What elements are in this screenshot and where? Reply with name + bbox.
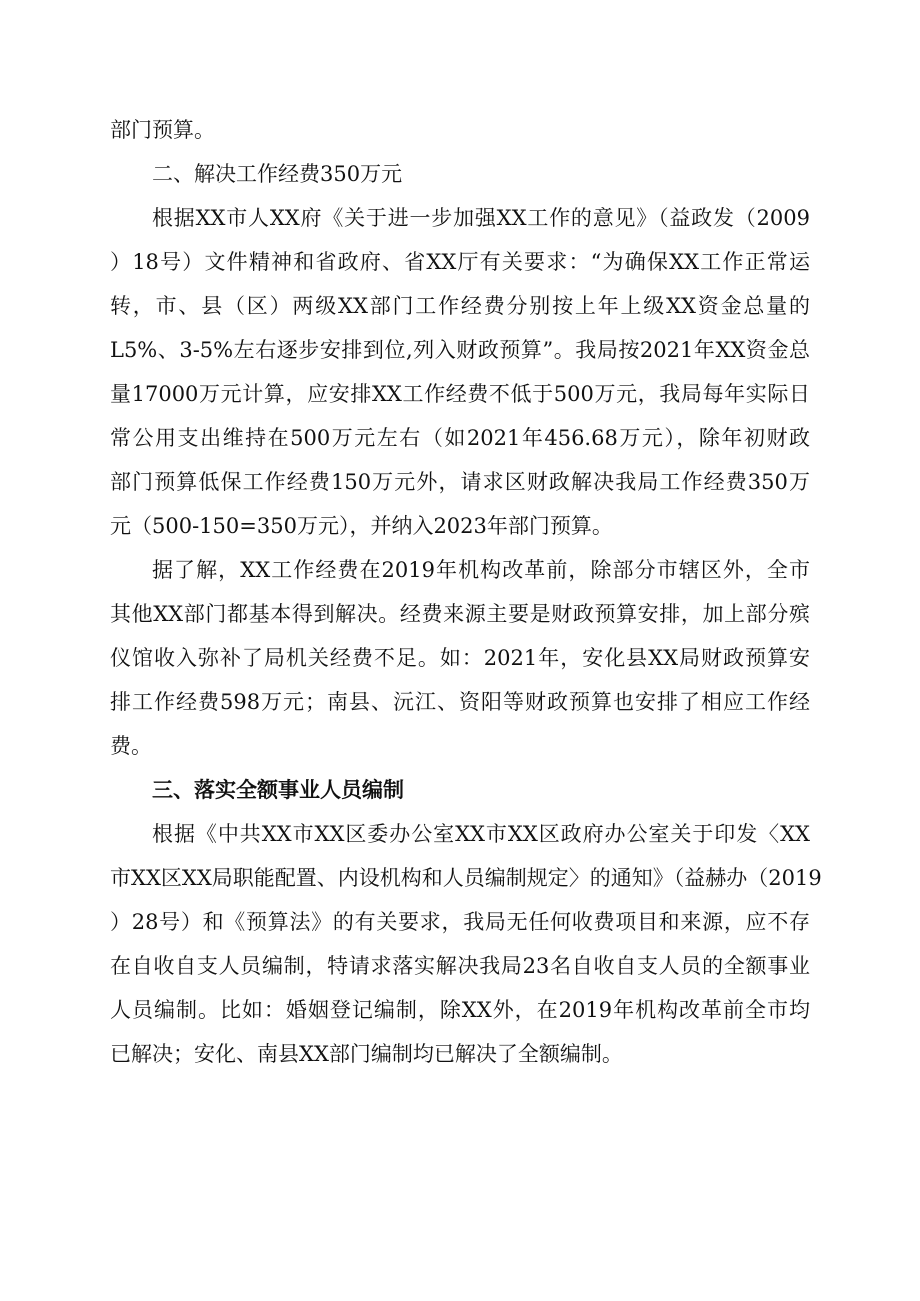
paragraph-line: 根据《中共XX市XX区委办公室XX市XX区政府办公室关于印发〈XX	[152, 822, 810, 846]
paragraph-line: 费。	[110, 734, 152, 758]
paragraph-line: 常公用支出维持在500万元左右（如2021年456.68万元），除年初财政	[110, 426, 810, 450]
paragraph-line: 量17000万元计算，应安排XX工作经费不低于500万元，我局每年实际日	[110, 382, 810, 406]
paragraph-line: 据了解，XX工作经费在2019年机构改革前，除部分市辖区外，全市	[152, 558, 810, 582]
paragraph-line: L5%、3-5%左右逐步安排到位,列入财政预算”。我局按2021年XX资金总	[110, 338, 810, 362]
paragraph-line: 排工作经费598万元；南县、沅江、资阳等财政预算也安排了相应工作经	[110, 690, 810, 714]
document-page	[110, 108, 822, 1076]
section-heading-3: 三、落实全额事业人员编制	[152, 777, 404, 802]
paragraph-line: 元（500-150=350万元），并纳入2023年部门预算。	[110, 514, 613, 538]
paragraph-line: ）18号）文件精神和省政府、省XX厅有关要求：“为确保XX工作正常运	[110, 250, 810, 274]
paragraph-line: ）28号）和《预算法》的有关要求，我局无任何收费项目和来源，应不存	[110, 910, 810, 934]
paragraph-line: 市XX区XX局职能配置、内设机构和人员编制规定〉的通知》（益赫办（2019	[110, 866, 822, 890]
section-heading-2: 二、解决工作经费350万元	[152, 162, 403, 186]
paragraph-line: 转，市、县（区）两级XX部门工作经费分别按上年上级XX资金总量的	[110, 294, 810, 318]
paragraph-line: 仪馆收入弥补了局机关经费不足。如：2021年，安化县XX局财政预算安	[110, 646, 810, 670]
paragraph-line: 已解决；安化、南县XX部门编制均已解决了全额编制。	[110, 1042, 623, 1066]
paragraph-line: 其他XX部门都基本得到解决。经费来源主要是财政预算安排，加上部分殡	[110, 602, 810, 626]
paragraph-line: 部门预算。	[110, 118, 215, 142]
paragraph-line: 在自收自支人员编制，特请求落实解决我局23名自收自支人员的全额事业	[110, 954, 810, 978]
paragraph-line: 部门预算低保工作经费150万元外，请求区财政解决我局工作经费350万	[110, 470, 810, 494]
paragraph-line: 人员编制。比如：婚姻登记编制，除XX外，在2019年机构改革前全市均	[110, 998, 810, 1022]
paragraph-line: 根据XX市人XX府《关于进一步加强XX工作的意见》（益政发（2009	[152, 206, 810, 230]
